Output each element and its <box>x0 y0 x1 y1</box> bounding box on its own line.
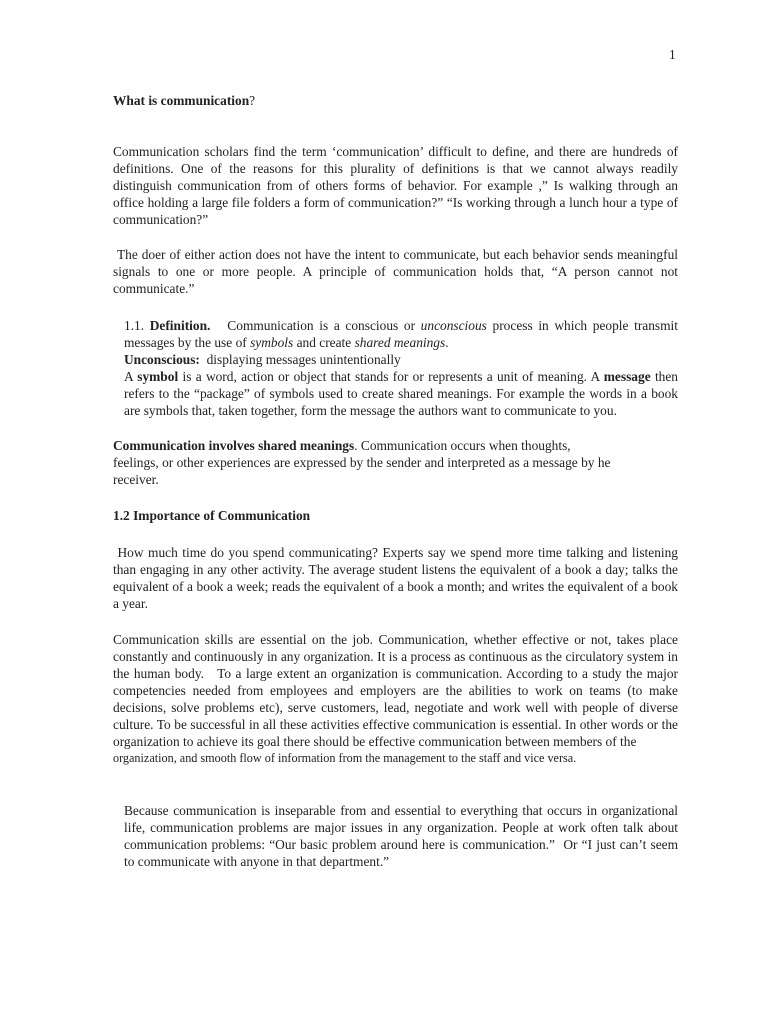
definition-block <box>124 317 678 419</box>
symbol-text-c: is a word, action or object that stands for or represents a unit of meaning. A <box>178 369 604 384</box>
shared-meanings-line-1 <box>113 437 683 454</box>
heading-what-is-communication <box>113 92 255 109</box>
definition-italic-symbols: symbols <box>250 335 294 350</box>
unconscious-text: displaying messages unintentionally <box>199 352 401 367</box>
shared-meanings-line-1-rest: . Communication occurs when thoughts, <box>354 438 571 453</box>
shared-meanings-bold: Communication involves shared meanings <box>113 438 355 453</box>
skills-paragraph <box>113 631 682 767</box>
skills-paragraph-tail: organization, and smooth flow of information from the management to the staff and vice versa. <box>113 751 577 765</box>
skills-paragraph-main: Communication skills are essential on the job. Communication, whether effective or not, takes place constantly and continuously in any organization. It is a process as continuous as the circulatory system in the human body. To a large extent an organization is communication. According to a study the major competencies needed from employees and employers are the abilities to work on teams (to make decisions, solve problems etc), serve customers, lead, negotiate and work well with people of diverse culture. To be successful in all these activities effective communication is essential. In other words or the organization to achieve its goal there should be effective communication between members of the <box>113 632 682 749</box>
intro-paragraph: Communication scholars find the term ‘communication’ difficult to define, and there are hundreds of definitions. One of the reasons for this plurality of definitions is that we cannot always readily distinguish communication from of others forms of behavior. For example ,” Is walking through an office holding a large file folders a form of communication?” “Is working through a lunch hour a type of communication?” <box>113 144 678 227</box>
shared-meanings-paragraph <box>113 437 683 488</box>
definition-label: Definition. <box>149 318 211 333</box>
message-term: message <box>603 369 651 384</box>
definition-italic-shared-meanings: shared meanings <box>354 335 446 350</box>
heading-importance-of-communication <box>113 507 310 524</box>
definition-italic-unconscious: unconscious <box>420 318 487 333</box>
definition-text-c: and create <box>293 335 355 350</box>
definition-text-d: . <box>445 335 449 350</box>
time-spent-paragraph: How much time do you spend communicating? Experts say we spend more time talking and listening than engaging in any other activity. The average student listens the equivalent of a book a day; talks the equivalent of a book a week; reads the equivalent of a book a month; and writes the equivalent of a book a year. <box>113 545 682 611</box>
problems-paragraph: Because communication is inseparable from and essential to everything that occurs in organizational life, communication problems are major issues in any organization. People at work often talk about communication problems: “Our basic problem around here is communication.” Or “I just can’t seem to communicate with anyone in that department.” <box>124 803 682 869</box>
doer-paragraph: The doer of either action does not have the intent to communicate, but each behavior sends meaningful signals to one or more people. A principle of communication holds that, “A person cannot not communicate.” <box>113 247 682 296</box>
heading-what-is-communication-tail: ? <box>249 93 256 108</box>
shared-meanings-line-3: receiver. <box>113 472 159 487</box>
unconscious-label: Unconscious: <box>124 352 200 367</box>
heading-importance-bold: 1.2 Importance of Communication <box>113 508 311 523</box>
symbol-text-e: then refers to the “package” of symbols used to create shared meanings. For example the words in a book are symbols that, taken together, form the message the authors want to communicate to you. <box>124 369 678 418</box>
heading-what-is-communication-bold: What is communication <box>113 93 250 108</box>
definition-paragraph <box>124 317 678 351</box>
definition-text-b: process in which people transmit messages by the use of <box>124 318 678 350</box>
definition-number: 1.1. <box>124 318 150 333</box>
symbol-text-a: A <box>124 369 138 384</box>
symbol-term: symbol <box>137 369 179 384</box>
definition-text-a: Communication is a conscious or <box>210 318 421 333</box>
page-number: 1 <box>669 47 676 62</box>
symbol-paragraph <box>124 368 678 419</box>
unconscious-line <box>124 351 678 368</box>
shared-meanings-line-2: feelings, or other experiences are expressed by the sender and interpreted as a message by he <box>113 455 611 470</box>
